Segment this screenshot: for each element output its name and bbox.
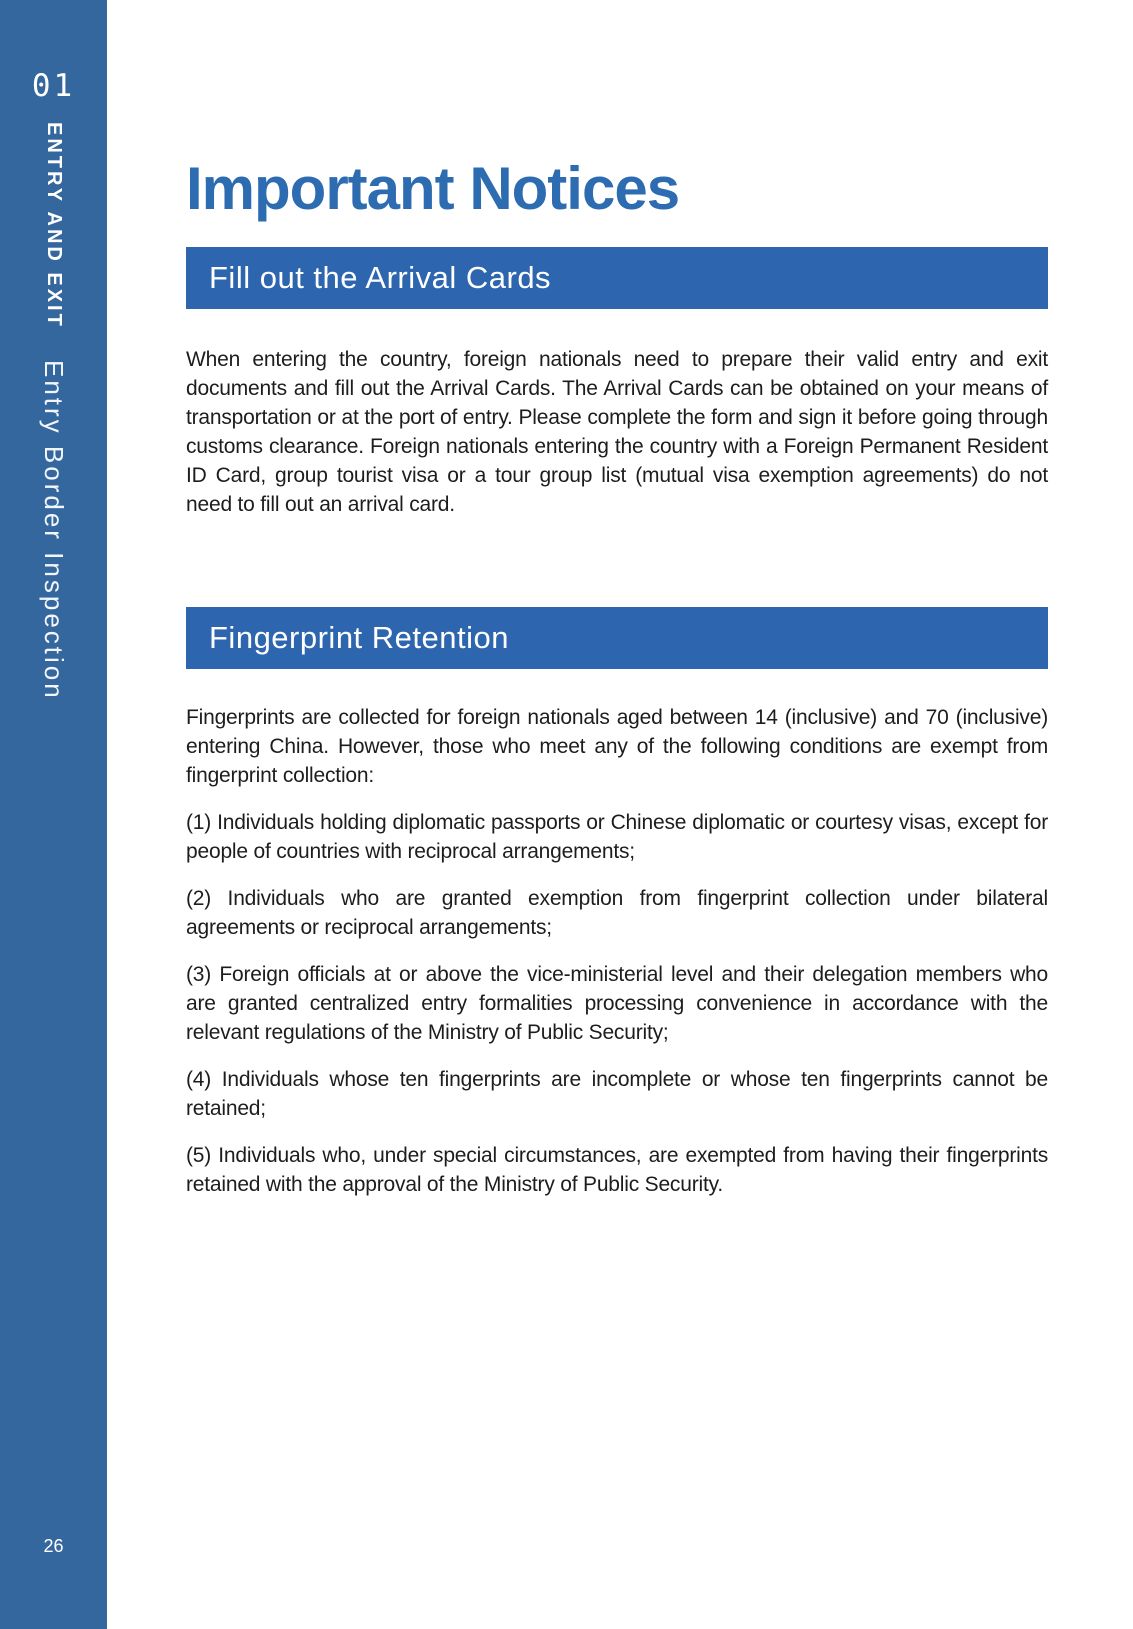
chapter-sidebar — [0, 0, 107, 1629]
main-content — [186, 0, 1048, 1199]
section-title-vertical: Entry Border Inspection — [39, 360, 69, 701]
page-title: Important Notices — [186, 155, 680, 222]
chapter-title-vertical: ENTRY AND EXIT — [43, 122, 65, 329]
section-heading-arrival-cards — [186, 247, 1048, 309]
list-item-2: (2) Individuals who are granted exemption from fingerprint collection under bilateral agreements or reciprocal arrangements; — [186, 887, 1048, 939]
list-item-5: (5) Individuals who, under special circumstances, are exempted from having their fingerprints retained with the approval of the Ministry of Public Security. — [186, 1144, 1048, 1196]
paragraph-fingerprint-intro: Fingerprints are collected for foreign nationals aged between 14 (inclusive) and 70 (inclusive) entering China. However, those who meet any of the following conditions are exempt from fingerprint collection: — [186, 706, 1048, 787]
section-heading-arrival-cards-label: Fill out the Arrival Cards — [209, 260, 552, 295]
section-heading-fingerprint-retention-label: Fingerprint Retention — [209, 620, 509, 655]
list-item-4: (4) Individuals whose ten fingerprints are incomplete or whose ten fingerprints cannot be retained; — [186, 1068, 1048, 1120]
list-item-3: (3) Foreign officials at or above the vice-ministerial level and their delegation members who are granted centralized entry formalities processing convenience in accordance with the relevant regulations of the Ministry of Public Security; — [186, 963, 1048, 1044]
list-item-1: (1) Individuals holding diplomatic passports or Chinese diplomatic or courtesy visas, except for people of countries with reciprocal arrangements; — [186, 811, 1048, 863]
section-heading-fingerprint-retention — [186, 607, 1048, 669]
page-number: 26 — [43, 1536, 64, 1556]
paragraph-arrival-cards: When entering the country, foreign nationals need to prepare their valid entry and exit documents and fill out the Arrival Cards. The Arrival Cards can be obtained on your means of transportation or at the port of entry. Please complete the form and sign it before going through customs clearance. Foreign nationals entering the country with a Foreign Permanent Resident ID Card, group tourist visa or a tour group list (mutual visa exemption agreements) do not need to fill out an arrival card. — [186, 348, 1048, 516]
chapter-number: 01 — [31, 68, 76, 104]
